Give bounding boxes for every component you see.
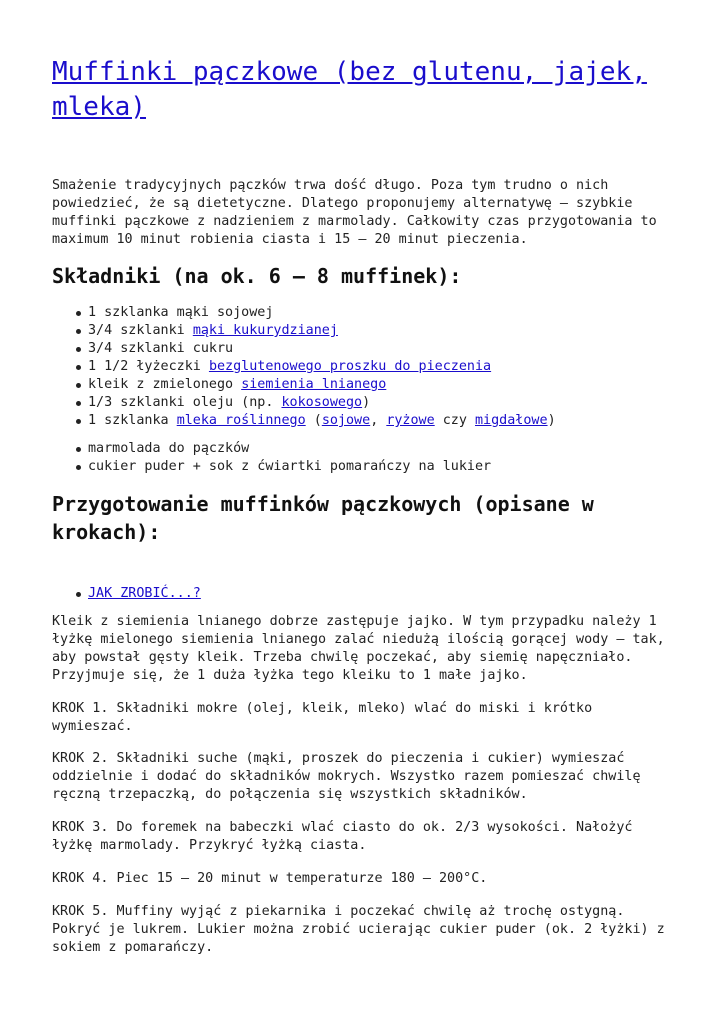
list-item (88, 358, 708, 376)
ingredient-text: ) (547, 413, 556, 428)
ingredients-list (52, 304, 708, 430)
ingredient-text: 1 szklanka mąki sojowej (88, 305, 274, 320)
rice-milk-link[interactable]: ryżowe (386, 413, 435, 428)
page-title (52, 55, 672, 125)
step-3: KROK 3. Do foremek na babeczki wlać ciasto do ok. 2/3 wysokości. Nałożyć łyżkę marmolady. Przykryć łyżką ciasta. (52, 820, 633, 853)
flaxseed-note: Kleik z siemienia lnianego dobrze zastępuje jajko. W tym przypadku należy 1 łyżkę mielonego siemienia lnianego zalać niedużą ilością gorącej wody – tak, aby powstał gęsty kleik. Trzeba chwilę poczekać, aby siemię napęczniało. Przyjmuje się, że 1 duża łyżka tego kleiku to 1 małe jajko. (52, 614, 665, 683)
list-item (88, 585, 708, 603)
baking-powder-link[interactable]: bezglutenowego proszku do pieczenia (208, 359, 492, 374)
list-item (88, 394, 708, 412)
ingredient-text: 3/4 szklanki (88, 323, 193, 338)
plant-milk-link[interactable]: mleka roślinnego (176, 413, 306, 428)
extra-text: cukier puder + sok z ćwiartki pomarańczy na lukier (88, 459, 492, 474)
ingredient-text: ( (305, 413, 322, 428)
list-item (88, 322, 708, 340)
how-to-link[interactable]: JAK ZROBIĆ...? (88, 586, 201, 601)
ingredient-text: 1 1/2 łyżeczki (88, 359, 209, 374)
ingredient-text: 3/4 szklanki cukru (88, 341, 234, 356)
almond-milk-link[interactable]: migdałowe (475, 413, 548, 428)
soy-milk-link[interactable]: sojowe (321, 413, 371, 428)
list-item (88, 458, 708, 476)
step-5: KROK 5. Muffiny wyjąć z piekarnika i poczekać chwilę aż trochę ostygną. Pokryć je lukrem. Lukier można zrobić ucierając cukier puder (ok. 2 łyżki) z sokiem z pomarańczy. (52, 904, 665, 955)
ingredient-text: ) (362, 395, 371, 410)
howto-list (52, 585, 708, 603)
step-2: KROK 2. Składniki suche (mąki, proszek do pieczenia i cukier) wymieszać oddzielnie i dodać do składników mokrych. Wszystko razem pomieszać chwilę ręczną trzepaczką, do połączenia się wszystkich składników. (52, 751, 641, 802)
ingredient-text: czy (434, 413, 475, 428)
ingredient-text: , (370, 413, 387, 428)
corn-flour-link[interactable]: mąki kukurydzianej (192, 323, 338, 338)
ingredients-heading: Składniki (na ok. 6 – 8 muffinek): (52, 264, 462, 288)
list-item (88, 376, 708, 394)
extra-text: marmolada do pączków (88, 441, 250, 456)
step-4: KROK 4. Piec 15 – 20 minut w temperaturze 180 – 200°C. (52, 871, 488, 886)
list-item (88, 340, 708, 358)
step-1: KROK 1. Składniki mokre (olej, kleik, mleko) wlać do miski i krótko wymieszać. (52, 701, 593, 734)
list-item (88, 412, 708, 430)
list-item (88, 304, 708, 322)
page-title-link[interactable]: Muffinki pączkowe (bez glutenu, jajek, mleka) (52, 57, 647, 122)
list-item (88, 440, 708, 458)
ingredient-text: 1 szklanka (88, 413, 177, 428)
intro-paragraph: Smażenie tradycyjnych pączków trwa dość długo. Poza tym trudno o nich powiedzieć, że są dietetyczne. Dlatego proponujemy alternatywę – szybkie muffinki pączkowe z nadzieniem z marmolady. Całkowity czas przygotowania to maximum 10 minut robienia ciasta i 15 – 20 minut pieczenia. (52, 178, 657, 247)
extras-list (52, 440, 708, 476)
ingredient-text: kleik z zmielonego (88, 377, 242, 392)
flaxseed-link[interactable]: siemienia lnianego (241, 377, 387, 392)
preparation-heading: Przygotowanie muffinków pączkowych (opisane w krokach): (52, 492, 594, 544)
coconut-oil-link[interactable]: kokosowego (281, 395, 363, 410)
ingredient-text: 1/3 szklanki oleju (np. (88, 395, 282, 410)
